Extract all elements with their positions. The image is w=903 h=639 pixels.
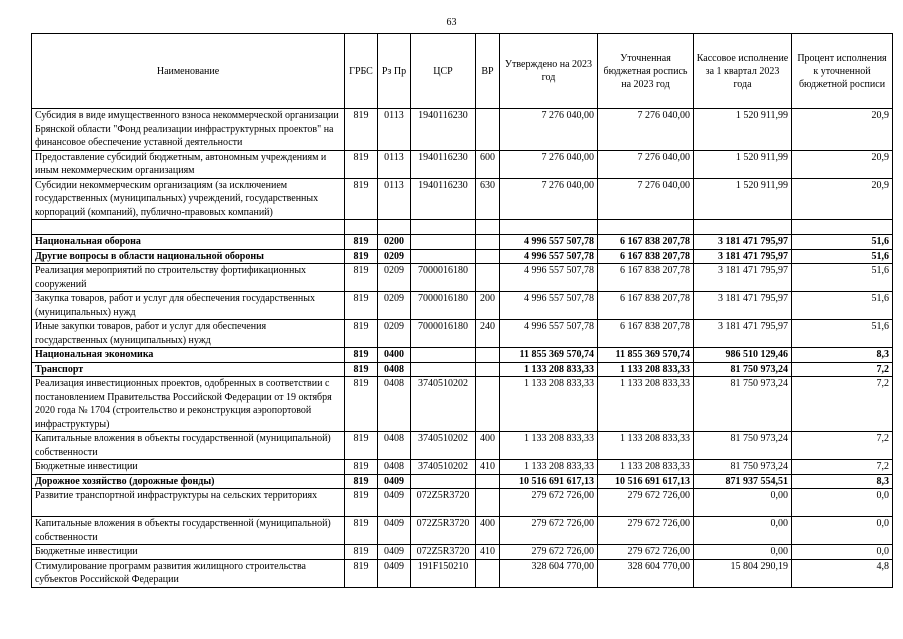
cell-approved: 4 996 557 507,78 <box>500 235 598 250</box>
cell-percent: 20,9 <box>792 150 893 178</box>
cell-approved: 279 672 726,00 <box>500 545 598 560</box>
cell-rzpr: 0408 <box>378 362 411 377</box>
cell-rzpr: 0209 <box>378 320 411 348</box>
cell-refined: 6 167 838 207,78 <box>598 292 694 320</box>
cell-percent: 7,2 <box>792 460 893 475</box>
table-header-row <box>32 34 893 109</box>
cell-rzpr: 0409 <box>378 489 411 517</box>
spacer-cell <box>500 220 598 235</box>
cell-rzpr: 0200 <box>378 235 411 250</box>
cell-refined: 279 672 726,00 <box>598 517 694 545</box>
table-row <box>32 320 893 348</box>
cell-csr: 1940116230 <box>411 178 476 220</box>
cell-approved: 7 276 040,00 <box>500 150 598 178</box>
cell-rzpr: 0409 <box>378 559 411 587</box>
cell-rzpr: 0113 <box>378 109 411 151</box>
cell-percent: 7,2 <box>792 432 893 460</box>
cell-vr <box>476 559 500 587</box>
cell-rzpr: 0408 <box>378 432 411 460</box>
cell-cash: 986 510 129,46 <box>694 348 792 363</box>
cell-approved: 1 133 208 833,33 <box>500 377 598 432</box>
cell-cash: 0,00 <box>694 517 792 545</box>
cell-rzpr: 0408 <box>378 377 411 432</box>
table-row <box>32 517 893 545</box>
cell-csr: 3740510202 <box>411 432 476 460</box>
cell-csr: 072Z5R3720 <box>411 545 476 560</box>
cell-cash: 1 520 911,99 <box>694 178 792 220</box>
cell-cash: 1 520 911,99 <box>694 150 792 178</box>
cell-rzpr: 0209 <box>378 249 411 264</box>
cell-csr: 7000016180 <box>411 264 476 292</box>
cell-approved: 11 855 369 570,74 <box>500 348 598 363</box>
table-row <box>32 545 893 560</box>
cell-cash: 15 804 290,19 <box>694 559 792 587</box>
table-row-section <box>32 474 893 489</box>
cell-vr: 630 <box>476 178 500 220</box>
cell-approved: 1 133 208 833,33 <box>500 362 598 377</box>
cell-name: Субсидия в виде имущественного взноса некоммерческой организации Брянской области "Фонд реализации инфраструктурных проектов" на финансовое обеспечение уставной деятельности <box>32 109 345 151</box>
cell-vr: 240 <box>476 320 500 348</box>
spacer-cell <box>378 220 411 235</box>
spacer-cell <box>32 220 345 235</box>
cell-grbs: 819 <box>345 235 378 250</box>
cell-name: Развитие транспортной инфраструктуры на сельских территориях <box>32 489 345 517</box>
header-vr: ВР <box>476 34 500 109</box>
cell-cash: 0,00 <box>694 489 792 517</box>
table-row <box>32 178 893 220</box>
table-row <box>32 432 893 460</box>
cell-grbs: 819 <box>345 559 378 587</box>
header-approved: Утверждено на 2023 год <box>500 34 598 109</box>
cell-percent: 51,6 <box>792 249 893 264</box>
cell-csr: 1940116230 <box>411 150 476 178</box>
cell-approved: 7 276 040,00 <box>500 178 598 220</box>
cell-approved: 1 133 208 833,33 <box>500 432 598 460</box>
cell-refined: 7 276 040,00 <box>598 150 694 178</box>
cell-cash: 3 181 471 795,97 <box>694 264 792 292</box>
cell-rzpr: 0113 <box>378 178 411 220</box>
cell-name: Дорожное хозяйство (дорожные фонды) <box>32 474 345 489</box>
table-row-section <box>32 348 893 363</box>
table-row-section <box>32 235 893 250</box>
table-row <box>32 150 893 178</box>
cell-name: Национальная экономика <box>32 348 345 363</box>
header-percent: Процент исполнения к уточненной бюджетной росписи <box>792 34 893 109</box>
cell-percent: 8,3 <box>792 474 893 489</box>
cell-csr <box>411 249 476 264</box>
cell-grbs: 819 <box>345 348 378 363</box>
cell-percent: 8,3 <box>792 348 893 363</box>
cell-name: Бюджетные инвестиции <box>32 545 345 560</box>
table-row <box>32 109 893 151</box>
cell-approved: 4 996 557 507,78 <box>500 320 598 348</box>
cell-rzpr: 0409 <box>378 545 411 560</box>
cell-name: Бюджетные инвестиции <box>32 460 345 475</box>
cell-csr <box>411 348 476 363</box>
cell-grbs: 819 <box>345 320 378 348</box>
cell-vr <box>476 235 500 250</box>
cell-refined: 1 133 208 833,33 <box>598 460 694 475</box>
cell-grbs: 819 <box>345 460 378 475</box>
cell-refined: 1 133 208 833,33 <box>598 377 694 432</box>
cell-approved: 1 133 208 833,33 <box>500 460 598 475</box>
cell-name: Субсидии некоммерческим организациям (за исключением государственных (муниципальных) учреждений, государственных корпораций (компаний), публично-правовых компаний) <box>32 178 345 220</box>
cell-grbs: 819 <box>345 474 378 489</box>
cell-csr: 3740510202 <box>411 460 476 475</box>
cell-percent: 51,6 <box>792 235 893 250</box>
cell-refined: 6 167 838 207,78 <box>598 320 694 348</box>
cell-refined: 1 133 208 833,33 <box>598 362 694 377</box>
cell-grbs: 819 <box>345 109 378 151</box>
spacer-cell <box>792 220 893 235</box>
cell-grbs: 819 <box>345 545 378 560</box>
cell-percent: 4,8 <box>792 559 893 587</box>
cell-csr <box>411 362 476 377</box>
cell-grbs: 819 <box>345 249 378 264</box>
page-number: 63 <box>446 17 457 28</box>
cell-cash: 871 937 554,51 <box>694 474 792 489</box>
cell-percent: 0,0 <box>792 545 893 560</box>
cell-approved: 279 672 726,00 <box>500 489 598 517</box>
cell-percent: 51,6 <box>792 292 893 320</box>
cell-grbs: 819 <box>345 489 378 517</box>
cell-csr: 191F150210 <box>411 559 476 587</box>
cell-csr: 3740510202 <box>411 377 476 432</box>
cell-percent: 51,6 <box>792 264 893 292</box>
cell-approved: 7 276 040,00 <box>500 109 598 151</box>
table-row <box>32 460 893 475</box>
cell-rzpr: 0209 <box>378 292 411 320</box>
cell-name: Стимулирование программ развития жилищного строительства субъектов Российской Федерации <box>32 559 345 587</box>
cell-csr <box>411 474 476 489</box>
cell-rzpr: 0409 <box>378 517 411 545</box>
cell-csr: 1940116230 <box>411 109 476 151</box>
cell-refined: 1 133 208 833,33 <box>598 432 694 460</box>
cell-vr <box>476 264 500 292</box>
cell-name: Закупка товаров, работ и услуг для обеспечения государственных (муниципальных) нужд <box>32 292 345 320</box>
table-row <box>32 489 893 517</box>
cell-csr: 072Z5R3720 <box>411 517 476 545</box>
cell-refined: 279 672 726,00 <box>598 489 694 517</box>
cell-percent: 0,0 <box>792 489 893 517</box>
cell-name: Предоставление субсидий бюджетным, автономным учреждениям и иным некоммерческим организациям <box>32 150 345 178</box>
cell-vr <box>476 249 500 264</box>
table-row <box>32 377 893 432</box>
cell-cash: 3 181 471 795,97 <box>694 320 792 348</box>
cell-vr <box>476 348 500 363</box>
cell-approved: 4 996 557 507,78 <box>500 292 598 320</box>
spacer-cell <box>476 220 500 235</box>
cell-grbs: 819 <box>345 377 378 432</box>
spacer-cell <box>411 220 476 235</box>
header-name: Наименование <box>32 34 345 109</box>
cell-vr: 600 <box>476 150 500 178</box>
cell-name: Реализация инвестиционных проектов, одобренных в соответствии с постановлением Правительства Российской Федерации от 19 октября 2020 года № 1704 (строительство и реконструкция аэропортовой инфраструктуры) <box>32 377 345 432</box>
table-row <box>32 292 893 320</box>
cell-approved: 4 996 557 507,78 <box>500 264 598 292</box>
cell-grbs: 819 <box>345 362 378 377</box>
cell-rzpr: 0209 <box>378 264 411 292</box>
cell-name: Другие вопросы в области национальной обороны <box>32 249 345 264</box>
cell-cash: 81 750 973,24 <box>694 377 792 432</box>
header-cash: Кассовое исполнение за 1 квартал 2023 года <box>694 34 792 109</box>
cell-grbs: 819 <box>345 178 378 220</box>
table-row <box>32 559 893 587</box>
cell-cash: 0,00 <box>694 545 792 560</box>
header-refined: Уточненная бюджетная роспись на 2023 год <box>598 34 694 109</box>
cell-cash: 1 520 911,99 <box>694 109 792 151</box>
cell-name: Капитальные вложения в объекты государственной (муниципальной) собственности <box>32 432 345 460</box>
cell-vr <box>476 377 500 432</box>
cell-percent: 7,2 <box>792 362 893 377</box>
spacer-cell <box>345 220 378 235</box>
cell-percent: 0,0 <box>792 517 893 545</box>
cell-vr: 400 <box>476 432 500 460</box>
cell-refined: 6 167 838 207,78 <box>598 264 694 292</box>
cell-name: Капитальные вложения в объекты государственной (муниципальной) собственности <box>32 517 345 545</box>
cell-vr <box>476 489 500 517</box>
cell-vr: 200 <box>476 292 500 320</box>
cell-refined: 6 167 838 207,78 <box>598 235 694 250</box>
cell-cash: 3 181 471 795,97 <box>694 235 792 250</box>
cell-name: Транспорт <box>32 362 345 377</box>
cell-cash: 3 181 471 795,97 <box>694 249 792 264</box>
cell-cash: 81 750 973,24 <box>694 460 792 475</box>
cell-vr <box>476 362 500 377</box>
cell-csr: 7000016180 <box>411 292 476 320</box>
cell-name: Реализация мероприятий по строительству фортификационных сооружений <box>32 264 345 292</box>
cell-refined: 279 672 726,00 <box>598 545 694 560</box>
cell-rzpr: 0409 <box>378 474 411 489</box>
cell-percent: 51,6 <box>792 320 893 348</box>
cell-percent: 20,9 <box>792 109 893 151</box>
cell-vr: 400 <box>476 517 500 545</box>
cell-percent: 7,2 <box>792 377 893 432</box>
budget-table <box>31 33 893 588</box>
cell-name: Национальная оборона <box>32 235 345 250</box>
cell-rzpr: 0400 <box>378 348 411 363</box>
cell-approved: 4 996 557 507,78 <box>500 249 598 264</box>
cell-grbs: 819 <box>345 264 378 292</box>
cell-cash: 81 750 973,24 <box>694 432 792 460</box>
cell-csr: 7000016180 <box>411 320 476 348</box>
spacer-cell <box>694 220 792 235</box>
cell-refined: 328 604 770,00 <box>598 559 694 587</box>
cell-cash: 3 181 471 795,97 <box>694 292 792 320</box>
header-rzpr: Рз Пр <box>378 34 411 109</box>
cell-approved: 10 516 691 617,13 <box>500 474 598 489</box>
cell-refined: 10 516 691 617,13 <box>598 474 694 489</box>
cell-percent: 20,9 <box>792 178 893 220</box>
cell-vr: 410 <box>476 545 500 560</box>
cell-approved: 279 672 726,00 <box>500 517 598 545</box>
cell-grbs: 819 <box>345 432 378 460</box>
spacer-cell <box>598 220 694 235</box>
table-row <box>32 264 893 292</box>
header-grbs: ГРБС <box>345 34 378 109</box>
cell-approved: 328 604 770,00 <box>500 559 598 587</box>
cell-refined: 6 167 838 207,78 <box>598 249 694 264</box>
cell-csr: 072Z5R3720 <box>411 489 476 517</box>
cell-refined: 11 855 369 570,74 <box>598 348 694 363</box>
cell-refined: 7 276 040,00 <box>598 178 694 220</box>
cell-grbs: 819 <box>345 150 378 178</box>
cell-vr <box>476 474 500 489</box>
table-row-section <box>32 362 893 377</box>
header-csr: ЦСР <box>411 34 476 109</box>
table-row-section <box>32 249 893 264</box>
cell-refined: 7 276 040,00 <box>598 109 694 151</box>
spacer-row <box>32 220 893 235</box>
cell-cash: 81 750 973,24 <box>694 362 792 377</box>
cell-vr <box>476 109 500 151</box>
cell-csr <box>411 235 476 250</box>
cell-rzpr: 0113 <box>378 150 411 178</box>
cell-grbs: 819 <box>345 292 378 320</box>
cell-rzpr: 0408 <box>378 460 411 475</box>
cell-vr: 410 <box>476 460 500 475</box>
cell-grbs: 819 <box>345 517 378 545</box>
cell-name: Иные закупки товаров, работ и услуг для обеспечения государственных (муниципальных) нужд <box>32 320 345 348</box>
